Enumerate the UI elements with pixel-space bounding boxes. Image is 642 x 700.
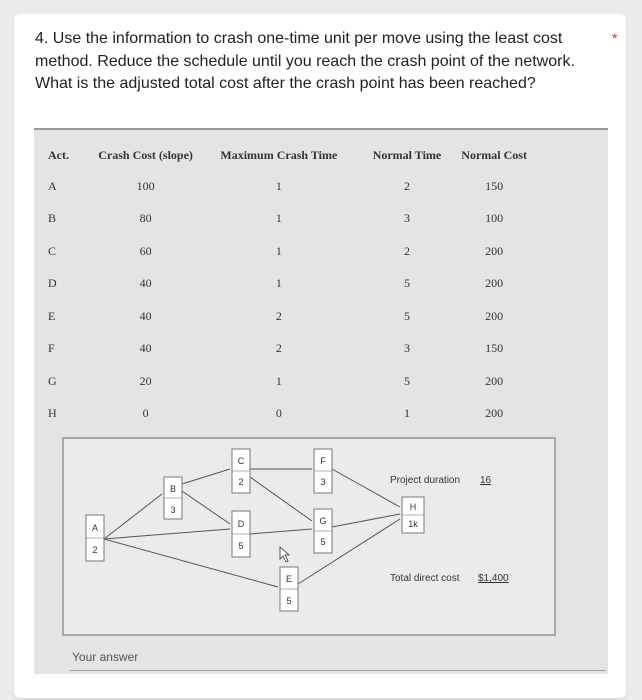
answer-underline — [70, 670, 606, 671]
header-crash-cost: Crash Cost (slope) — [98, 147, 193, 162]
node-a-label: A — [91, 523, 99, 533]
cell-normal-time: 5 — [403, 276, 410, 291]
edge-a-b — [104, 494, 162, 539]
cell-max-crash: 1 — [275, 276, 282, 291]
node-g-label: G — [319, 516, 327, 526]
node-b-label: B — [169, 484, 177, 494]
cell-act: H — [48, 406, 57, 421]
node-a-time: 2 — [92, 545, 98, 555]
cell-normal-time: 2 — [403, 178, 410, 193]
cell-normal-cost: 200 — [485, 276, 504, 291]
cell-normal-cost: 200 — [485, 308, 504, 323]
cell-slope: 0 — [142, 406, 149, 421]
node-h-label: H — [409, 502, 417, 512]
cell-normal-cost: 200 — [485, 373, 504, 388]
node-d-time: 5 — [238, 541, 244, 551]
edge-e-h — [298, 519, 400, 584]
total-direct-cost-label: Total direct cost — [390, 573, 460, 584]
cursor-icon — [280, 547, 289, 562]
cell-max-crash: 1 — [275, 178, 282, 193]
cell-max-crash: 1 — [275, 243, 282, 258]
node-e-label: E — [285, 574, 293, 584]
table-row — [40, 333, 530, 366]
cell-normal-time: 5 — [403, 373, 410, 388]
cell-normal-cost: 150 — [485, 341, 504, 356]
edge-b-d — [182, 491, 230, 524]
cell-act: D — [48, 276, 57, 291]
node-b-time: 3 — [170, 505, 176, 515]
cell-max-crash: 1 — [275, 373, 282, 388]
cell-max-crash: 0 — [275, 406, 282, 421]
cell-act: B — [48, 211, 57, 226]
activity-table — [40, 140, 530, 430]
header-act: Act. — [48, 147, 69, 162]
table-row — [40, 398, 530, 431]
required-marker: * — [612, 30, 618, 46]
header-normal-cost: Normal Cost — [461, 147, 527, 162]
cell-normal-time: 2 — [403, 243, 410, 258]
node-c-time: 2 — [238, 477, 244, 487]
node-g-time: 5 — [320, 537, 326, 547]
edge-d-g — [250, 529, 312, 534]
edge-a-d — [104, 529, 230, 539]
table-row — [40, 300, 530, 333]
header-normal-time: Normal Time — [372, 147, 442, 162]
project-duration-value: 16 — [480, 475, 492, 486]
cell-act: A — [48, 178, 57, 193]
cell-act: G — [48, 373, 57, 388]
cell-normal-time: 5 — [403, 308, 410, 323]
cell-max-crash: 2 — [275, 341, 282, 356]
table-row — [40, 203, 530, 236]
cell-slope: 40 — [139, 308, 152, 323]
cell-slope: 20 — [139, 373, 152, 388]
node-f-time: 3 — [320, 477, 326, 487]
node-f-label: F — [320, 456, 326, 466]
node-e-time: 5 — [286, 596, 292, 606]
question-text: 4. Use the information to crash one-time unit per move using the least cost method. Reduce the schedule until you reach the crash point of the network. What is the adjusted total cost after the crash point has been reached? — [35, 30, 575, 92]
header-max-crash-time: Maximum Crash Time — [220, 147, 338, 162]
cell-normal-cost: 200 — [485, 406, 504, 421]
total-direct-cost-value: $1,400 — [478, 573, 509, 584]
cell-normal-cost: 150 — [485, 178, 504, 193]
node-h-time: 1k — [408, 519, 418, 529]
edge-b-c — [182, 469, 230, 484]
answer-input[interactable]: Your answer — [72, 650, 139, 664]
project-duration-label: Project duration — [390, 475, 461, 486]
cell-max-crash: 1 — [275, 211, 282, 226]
cell-slope: 40 — [139, 341, 152, 356]
cell-max-crash: 2 — [275, 308, 282, 323]
edge-c-g — [250, 477, 312, 521]
cell-slope: 40 — [139, 276, 152, 291]
edge-a-e — [104, 539, 278, 587]
cell-act: F — [48, 341, 55, 356]
node-d-label: D — [237, 519, 245, 529]
table-row — [40, 170, 530, 203]
network-diagram — [64, 439, 554, 634]
cell-normal-time: 3 — [403, 341, 410, 356]
cell-act: C — [48, 243, 57, 258]
table-row — [40, 365, 530, 398]
cell-slope: 100 — [136, 178, 155, 193]
table-row — [40, 235, 530, 268]
cell-normal-time: 3 — [403, 211, 410, 226]
table-row — [40, 268, 530, 301]
network-diagram-panel — [62, 437, 556, 636]
cell-slope: 60 — [139, 243, 152, 258]
cell-slope: 80 — [139, 211, 152, 226]
cell-act: E — [48, 308, 56, 323]
cell-normal-cost: 200 — [485, 243, 504, 258]
cell-normal-cost: 100 — [485, 211, 504, 226]
cell-normal-time: 1 — [403, 406, 410, 421]
table-header-row — [40, 140, 530, 170]
node-c-label: C — [237, 456, 245, 466]
